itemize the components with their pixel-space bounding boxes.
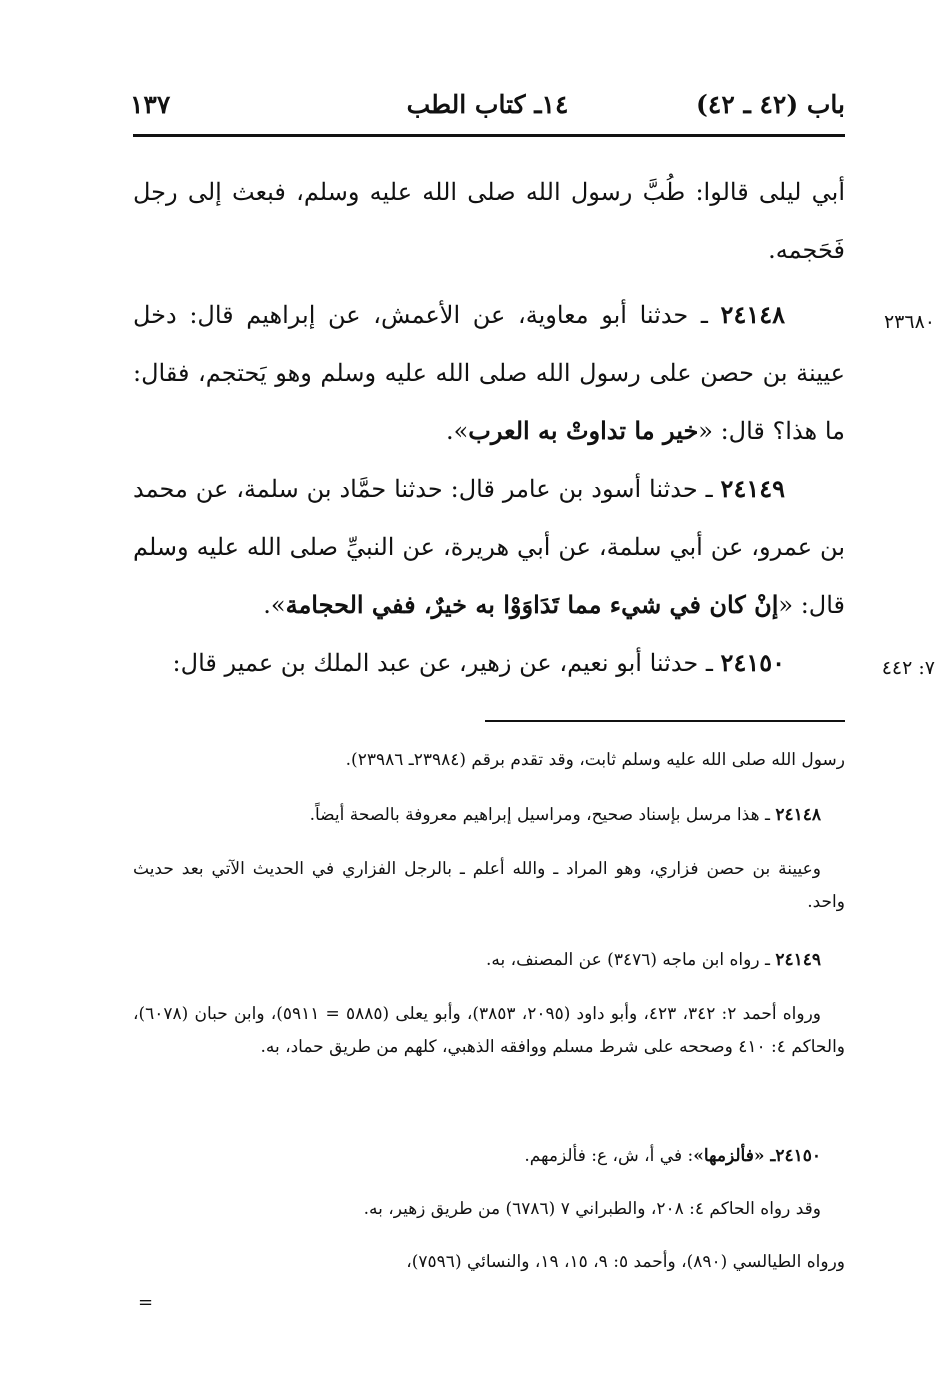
chapter-title: باب (٤٢ ـ ٤٢) — [696, 90, 845, 119]
page-number: ١٣٧ — [130, 90, 171, 119]
footnote-text: رسول الله صلى الله عليه وسلم ثابت، وقد تقدم برقم (٢٣٩٨٤ـ ٢٣٩٨٦). — [345, 750, 845, 770]
hadith-24150 — [133, 634, 845, 692]
hadith-number: ٢٤١٤٩ — [720, 474, 785, 503]
hadith-quote: خير ما تداوتْ به العرب — [468, 416, 699, 445]
hadith-number: ٢٤١٤٨ — [720, 300, 785, 329]
book-title: ١٤ـ كتاب الطب — [406, 90, 569, 119]
footnote-number: ٢٤١٤٩ — [775, 950, 821, 970]
footnote-1 — [133, 744, 845, 777]
footnote-text: ـ هذا مرسل بإسناد صحيح، ومراسيل إبراهيم معروفة بالصحة أيضاً. — [309, 805, 776, 825]
page-header — [130, 90, 845, 130]
continuation-mark: = — [138, 1292, 154, 1313]
footnote-text: ـ رواه ابن ماجه (٣٤٧٦) عن المصنف، به. — [485, 950, 776, 970]
footnote-text: ورواه أحمد ٢: ٣٤٢، ٤٢٣، وأبو داود (٢٠٩٥، ٣٨٥٣)، وأبو يعلى (٥٨٨٥ = ٥٩١١)، وابن حبان (٦٠٧٨)، والحاكم ٤: ٤١٠ وصححه على شرط مسلم ووافقه الذهبي، كلهم من طريق حماد، به. — [133, 1004, 845, 1057]
footnote-quote: ـ «فألزمها» — [693, 1146, 776, 1166]
footnote-text: وقد رواه الحاكم ٤: ٢٠٨، والطبراني ٧ (٦٧٨٦) من طريق زهير، به. — [363, 1199, 821, 1219]
footnote-number: ٢٤١٥٠ — [775, 1146, 821, 1166]
footnote-7 — [133, 1193, 845, 1226]
hadith-text: ـ حدثنا أبو نعيم، عن زهير، عن عبد الملك بن عمير قال: — [172, 649, 721, 677]
footnote-text: ورواه الطيالسي (٨٩٠)، وأحمد ٥: ٩، ١٥، ١٩، والنسائي (٧٥٩٦)، — [406, 1252, 845, 1272]
hadith-end: ». — [263, 591, 286, 619]
footnote-divider — [485, 720, 845, 722]
footnote-text: وعيينة بن حصن فزاري، وهو المراد ـ والله أعلم ـ بالرجل الفزاري في الحديث الآتي بعد حديث واحد. — [133, 859, 845, 912]
hadith-text: ـ حدثنا أبو معاوية، عن الأعمش، عن إبراهيم قال: دخل عيينة بن حصن على رسول الله صلى الله عليه وسلم وهو يَحتجم، فقال: ما هذا؟ قال: « — [133, 301, 845, 445]
footnote-24150 — [133, 1140, 845, 1173]
margin-note-volume-ref: ٢٣٦٨٠ — [883, 311, 935, 333]
hadith-24148 — [133, 286, 845, 460]
footnote-text: : في أ، ش، ع: فألزمهم. — [524, 1146, 694, 1166]
paragraph-text: أبي ليلى قالوا: طُبَّ رسول الله صلى الله عليه وسلم، فبعث إلى رجل فَحَجمه. — [133, 178, 845, 264]
hadith-text: ـ حدثنا أسود بن عامر قال: حدثنا حمَّاد بن سلمة، عن محمد بن عمرو، عن أبي سلمة، عن أبي هريرة، عن النبيِّ صلى الله عليه وسلم قال: « — [133, 475, 845, 619]
main-paragraph-1 — [133, 163, 845, 279]
footnote-5 — [133, 998, 845, 1064]
footnote-24149 — [133, 944, 845, 977]
footnote-24148 — [133, 799, 845, 832]
footnote-number: ٢٤١٤٨ — [775, 805, 821, 825]
header-divider — [133, 134, 845, 137]
footnote-8 — [133, 1246, 845, 1279]
hadith-quote: إنْ كان في شيء مما تَدَاوَوْا به خيرٌ، ففي الحجامة — [285, 590, 779, 619]
footnote-3 — [133, 853, 845, 919]
hadith-end: ». — [445, 417, 469, 445]
hadith-number: ٢٤١٥٠ — [720, 648, 785, 677]
hadith-24149 — [133, 460, 845, 634]
margin-note-volume-page: ٧: ٤٤٢ — [881, 657, 935, 679]
